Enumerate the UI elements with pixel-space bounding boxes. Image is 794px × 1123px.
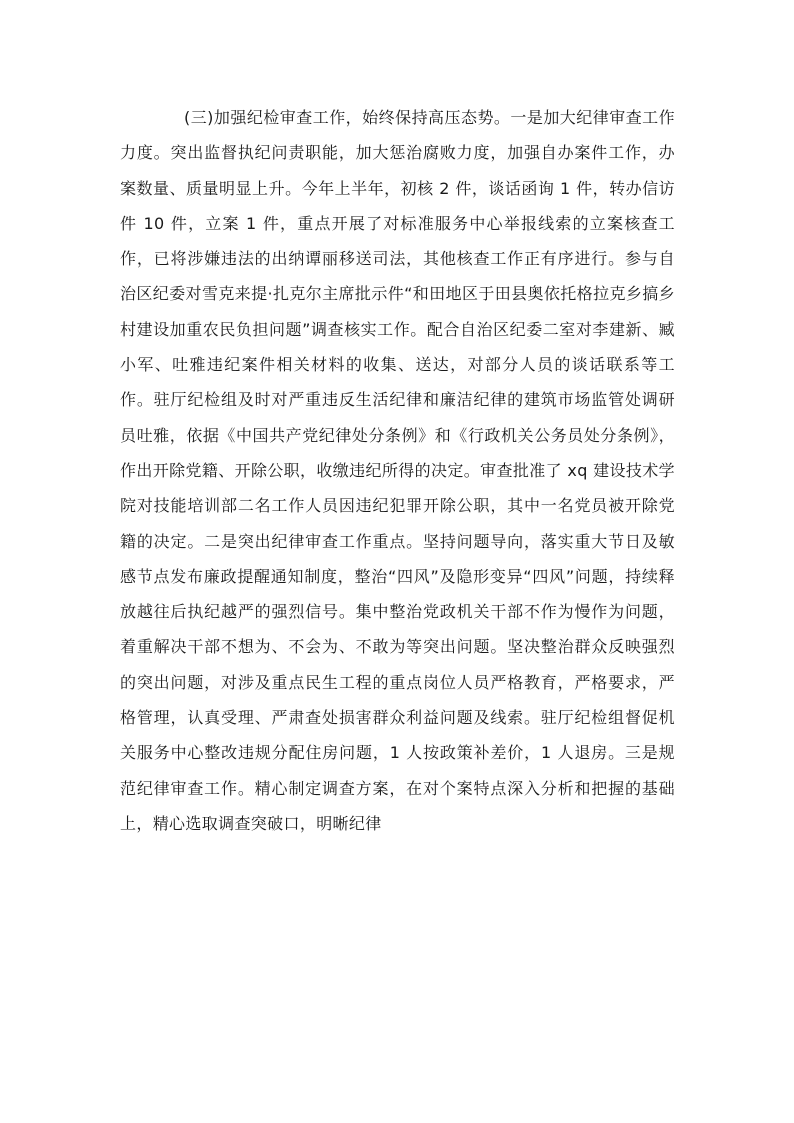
- paragraph-text: (三)加强纪检审查工作，始终保持高压态势。一是加大纪律审查工作力度。突出监督执纪问责职能，加大惩治腐败力度，加强自办案件工作，办案数量、质量明显上升。今年上半年，初核 2 件，谈话函询 1 件，转办信访件 10 件，立案 1 件，重点开展了对标准服务中心举报线索的立案核查工作，已将涉嫌违法的出纳谭丽移送司法，其他核查工作正有序进行。参与自治区纪委对雪克来提·扎克尔主席批示件“和田地区于田县奥依托格拉克乡搞乡村建设加重农民负担问题”调查核实工作。配合自治区纪委二室对李建新、臧小军、吐雅违纪案件相关材料的收集、送达，对部分人员的谈话联系等工作。驻厅纪检组及时对严重违反生活纪律和廉洁纪律的建筑市场监管处调研员吐雅，依据《中国共产党纪律处分条例》和《行政机关公务员处分条例》，作出开除党籍、开除公职，收缴违纪所得的决定。审查批准了 xq 建设技术学院对技能培训部二名工作人员因违纪犯罪开除公职，其中一名党员被开除党籍的决定。二是突出纪律审查工作重点。坚持问题导向，落实重大节日及敏感节点发布廉政提醒通知制度，整治“四风”及隐形变异“四风”问题，持续释放越往后执纪越严的强烈信号。集中整治党政机关干部不作为慢作为问题，着重解决干部不想为、不会为、不敢为等突出问题。坚决整治群众反映强烈的突出问题，对涉及重点民生工程的重点岗位人员严格教育，严格要求，严格管理，认真受理、严肃查处损害群众利益问题及线索。驻厅纪检组督促机关服务中心整改违规分配住房问题，1 人按政策补差价，1 人退房。三是规范纪律审查工作。精心制定调查方案，在对个案特点深入分析和把握的基础上，精心选取调查突破口，明晰纪律: [120, 108, 675, 833]
- body-paragraph: [120, 100, 675, 841]
